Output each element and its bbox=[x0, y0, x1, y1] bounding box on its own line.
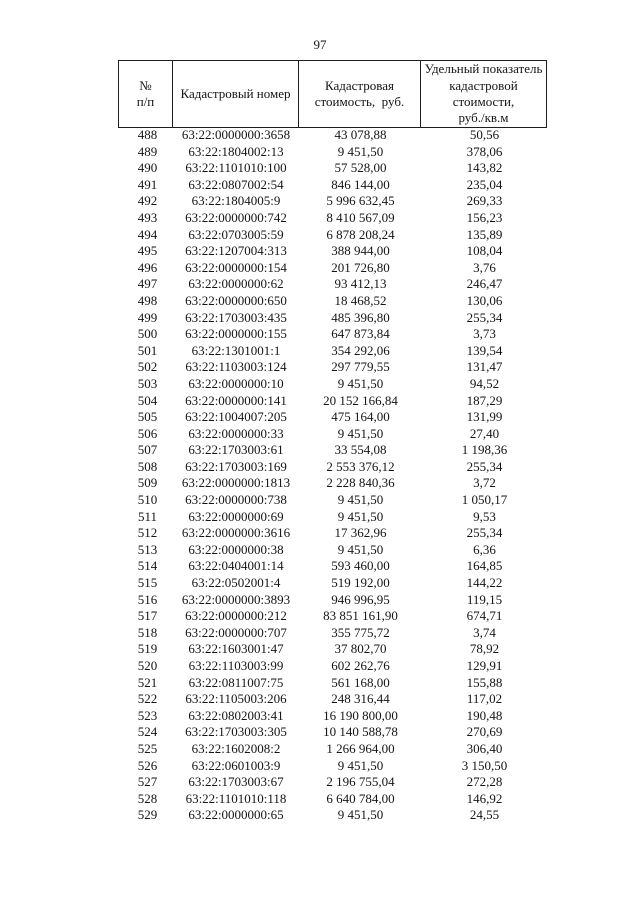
header-specific-value bbox=[421, 61, 546, 127]
cadastral-number-cell: 63:22:1602008:2 bbox=[191, 740, 281, 756]
cadastral-number-cell: 63:22:1703003:305 bbox=[185, 724, 287, 740]
row-number-cell: 522 bbox=[137, 691, 158, 707]
cadastral-value-cell: 485 396,80 bbox=[331, 309, 390, 325]
table-row bbox=[118, 426, 547, 443]
row-number-cell: 492 bbox=[137, 193, 158, 209]
table-row bbox=[118, 276, 547, 293]
cadastral-number-cell: 63:22:0000000:62 bbox=[188, 276, 284, 292]
cadastral-value-cell: 9 451,50 bbox=[337, 757, 384, 773]
row-number-cell: 489 bbox=[137, 143, 158, 159]
row-number-cell: 523 bbox=[137, 707, 158, 723]
cadastral-number-cell: 63:22:0000000:10 bbox=[188, 375, 284, 391]
cadastral-value-cell: 17 362,96 bbox=[334, 525, 387, 541]
row-number-cell: 507 bbox=[137, 442, 158, 458]
specific-value-cell: 255,34 bbox=[466, 458, 503, 474]
cadastral-value-cell: 9 451,50 bbox=[337, 492, 384, 508]
row-number-cell: 526 bbox=[137, 757, 158, 773]
cadastral-number-cell: 63:22:1004007:205 bbox=[185, 409, 287, 425]
row-number-cell: 500 bbox=[137, 326, 158, 342]
table-row bbox=[118, 475, 547, 492]
specific-value-cell: 131,47 bbox=[466, 359, 503, 375]
table-row bbox=[118, 542, 547, 559]
specific-value-cell: 3,73 bbox=[473, 326, 496, 342]
cadastral-value-cell: 593 460,00 bbox=[331, 558, 390, 574]
header-specific-value-line-1: Удельный показатель bbox=[424, 61, 543, 77]
cadastral-value-cell: 10 140 588,78 bbox=[323, 724, 398, 740]
table-row bbox=[118, 608, 547, 625]
specific-value-cell: 164,85 bbox=[466, 558, 503, 574]
cadastral-value-cell: 297 779,55 bbox=[331, 359, 390, 375]
row-number-cell: 503 bbox=[137, 375, 158, 391]
specific-value-cell: 135,89 bbox=[466, 226, 503, 242]
cadastral-number-cell: 63:22:0703005:59 bbox=[188, 226, 284, 242]
cadastral-number-cell: 63:22:0502001:4 bbox=[191, 575, 281, 591]
cadastral-number-cell: 63:22:0000000:738 bbox=[185, 492, 287, 508]
table-row bbox=[118, 393, 547, 410]
specific-value-cell: 139,54 bbox=[466, 342, 503, 358]
specific-value-cell: 235,04 bbox=[466, 176, 503, 192]
specific-value-cell: 3,76 bbox=[473, 259, 496, 275]
cadastral-number-cell: 63:22:0000000:707 bbox=[185, 624, 287, 640]
cadastral-value-cell: 33 554,08 bbox=[334, 442, 387, 458]
cadastral-number-cell: 63:22:0601003:9 bbox=[191, 757, 281, 773]
cadastral-value-cell: 37 802,70 bbox=[334, 641, 387, 657]
table-row bbox=[118, 791, 547, 808]
row-number-cell: 495 bbox=[137, 243, 158, 259]
specific-value-cell: 3,72 bbox=[473, 475, 496, 491]
table-row bbox=[118, 525, 547, 542]
table-row bbox=[118, 193, 547, 210]
cadastral-value-cell: 201 726,80 bbox=[331, 259, 390, 275]
cadastral-number-cell: 63:22:1207004:313 bbox=[185, 243, 287, 259]
cadastral-number-cell: 63:22:1301001:1 bbox=[191, 342, 281, 358]
header-specific-value-line-2: кадастровой bbox=[449, 77, 518, 93]
table-row bbox=[118, 293, 547, 310]
header-specific-value-line-3: стоимости, bbox=[452, 94, 515, 109]
cadastral-number-cell: 63:22:0000000:742 bbox=[185, 209, 287, 225]
table-row bbox=[118, 807, 547, 824]
row-number-cell: 494 bbox=[137, 226, 158, 242]
cadastral-value-cell: 354 292,06 bbox=[331, 342, 390, 358]
page-number: 97 bbox=[313, 37, 327, 52]
table-row bbox=[118, 691, 547, 708]
table-row bbox=[118, 376, 547, 393]
row-number-cell: 528 bbox=[137, 790, 158, 806]
table-row bbox=[118, 592, 547, 609]
cadastral-value-cell: 6 878 208,24 bbox=[326, 226, 395, 242]
table-row bbox=[118, 310, 547, 327]
cadastral-value-cell: 18 468,52 bbox=[334, 292, 387, 308]
row-number-cell: 524 bbox=[137, 724, 158, 740]
row-number-cell: 493 bbox=[137, 209, 158, 225]
cadastral-value-cell: 43 078,88 bbox=[334, 127, 387, 142]
cadastral-number-cell: 63:22:1101010:118 bbox=[185, 790, 287, 806]
cadastral-number-cell: 63:22:1703003:67 bbox=[188, 774, 284, 790]
table-row bbox=[118, 210, 547, 227]
cadastral-value-cell: 388 944,00 bbox=[331, 243, 390, 259]
cadastral-number-cell: 63:22:0807002:54 bbox=[188, 176, 284, 192]
cadastral-number-cell: 63:22:0000000:3658 bbox=[181, 127, 291, 142]
header-number-sign: № bbox=[139, 77, 152, 93]
cadastral-number-cell: 63:22:0000000:65 bbox=[188, 807, 284, 823]
specific-value-cell: 78,92 bbox=[469, 641, 500, 657]
cadastral-value-cell: 2 196 755,04 bbox=[326, 774, 395, 790]
header-cadastral-value-line-1: Кадастровая bbox=[325, 77, 394, 93]
specific-value-cell: 50,56 bbox=[469, 127, 500, 142]
cadastral-value-cell: 9 451,50 bbox=[337, 375, 384, 391]
table-row bbox=[118, 409, 547, 426]
cadastral-number-cell: 63:22:1703003:435 bbox=[185, 309, 287, 325]
specific-value-cell: 117,02 bbox=[466, 691, 503, 707]
cadastral-value-cell: 2 228 840,36 bbox=[326, 475, 395, 491]
header-cadastral-number-label: Кадастровый номер bbox=[180, 85, 291, 101]
table-row bbox=[118, 144, 547, 161]
table-row bbox=[118, 243, 547, 260]
cadastral-number-cell: 63:22:1103003:124 bbox=[185, 359, 287, 375]
cadastral-value-cell: 561 168,00 bbox=[331, 674, 390, 690]
table-header bbox=[118, 60, 547, 128]
cadastral-value-cell: 57 528,00 bbox=[334, 160, 387, 176]
cadastral-number-cell: 63:22:0000000:155 bbox=[185, 326, 287, 342]
specific-value-cell: 306,40 bbox=[466, 740, 503, 756]
cadastral-value-cell: 602 262,76 bbox=[331, 658, 390, 673]
table-row bbox=[118, 160, 547, 177]
header-row-number bbox=[119, 61, 173, 127]
header-cadastral-number bbox=[173, 61, 299, 127]
cadastral-value-cell: 16 190 800,00 bbox=[323, 707, 398, 723]
cadastral-value-cell: 946 996,95 bbox=[331, 591, 390, 607]
table-row bbox=[118, 741, 547, 758]
cadastral-value-cell: 9 451,50 bbox=[337, 807, 384, 823]
row-number-cell: 508 bbox=[137, 458, 158, 474]
table-row bbox=[118, 343, 547, 360]
specific-value-cell: 674,71 bbox=[466, 608, 503, 624]
header-cadastral-value bbox=[299, 61, 421, 127]
table-body bbox=[118, 127, 547, 824]
row-number-cell: 505 bbox=[137, 409, 158, 425]
specific-value-cell: 190,48 bbox=[466, 707, 503, 723]
table-row bbox=[118, 492, 547, 509]
cadastral-number-cell: 63:22:0000000:141 bbox=[185, 392, 287, 408]
specific-value-cell: 255,34 bbox=[466, 525, 503, 541]
cadastral-number-cell: 63:22:1103003:99 bbox=[188, 658, 284, 673]
table-row bbox=[118, 774, 547, 791]
specific-value-cell: 94,52 bbox=[469, 375, 500, 391]
specific-value-cell: 1 050,17 bbox=[461, 492, 508, 508]
row-number-cell: 501 bbox=[137, 342, 158, 358]
cadastral-value-cell: 9 451,50 bbox=[337, 143, 384, 159]
specific-value-cell: 3,74 bbox=[473, 624, 496, 640]
row-number-cell: 491 bbox=[137, 176, 158, 192]
row-number-cell: 490 bbox=[137, 160, 158, 176]
cadastral-value-cell: 1 266 964,00 bbox=[326, 740, 395, 756]
cadastral-number-cell: 63:22:1804002:13 bbox=[188, 143, 284, 159]
row-number-cell: 521 bbox=[137, 674, 158, 690]
table-row bbox=[118, 359, 547, 376]
row-number-cell: 525 bbox=[137, 740, 158, 756]
cadastral-number-cell: 63:22:1603001:47 bbox=[188, 641, 284, 657]
table-row bbox=[118, 575, 547, 592]
table-row bbox=[118, 724, 547, 741]
cadastral-number-cell: 63:22:0000000:3616 bbox=[181, 525, 291, 541]
row-number-cell: 510 bbox=[137, 492, 158, 508]
cadastral-value-cell: 9 451,50 bbox=[337, 541, 384, 557]
row-number-cell: 519 bbox=[137, 641, 158, 657]
cadastral-value-cell: 846 144,00 bbox=[331, 176, 390, 192]
specific-value-cell: 155,88 bbox=[466, 674, 503, 690]
table-row bbox=[118, 675, 547, 692]
row-number-cell: 520 bbox=[137, 658, 158, 673]
specific-value-cell: 27,40 bbox=[469, 425, 500, 441]
row-number-cell: 516 bbox=[137, 591, 158, 607]
specific-value-cell: 246,47 bbox=[466, 276, 503, 292]
specific-value-cell: 187,29 bbox=[466, 392, 503, 408]
specific-value-cell: 378,06 bbox=[466, 143, 503, 159]
row-number-cell: 499 bbox=[137, 309, 158, 325]
specific-value-cell: 24,55 bbox=[469, 807, 500, 823]
row-number-cell: 513 bbox=[137, 541, 158, 557]
cadastral-value-cell: 355 775,72 bbox=[331, 624, 390, 640]
specific-value-cell: 131,99 bbox=[466, 409, 503, 425]
cadastral-number-cell: 63:22:1105003:206 bbox=[185, 691, 287, 707]
row-number-cell: 529 bbox=[137, 807, 158, 823]
cadastral-number-cell: 63:22:0404001:14 bbox=[188, 558, 284, 574]
specific-value-cell: 156,23 bbox=[466, 209, 503, 225]
cadastral-number-cell: 63:22:0802003:41 bbox=[188, 707, 284, 723]
row-number-cell: 515 bbox=[137, 575, 158, 591]
cadastral-value-cell: 248 316,44 bbox=[331, 691, 390, 707]
specific-value-cell: 6,36 bbox=[473, 541, 496, 557]
specific-value-cell: 119,15 bbox=[466, 591, 503, 607]
specific-value-cell: 1 198,36 bbox=[461, 442, 508, 458]
cadastral-value-cell: 83 851 161,90 bbox=[323, 608, 398, 624]
specific-value-cell: 255,34 bbox=[466, 309, 503, 325]
cadastral-value-cell: 20 152 166,84 bbox=[323, 392, 398, 408]
table-row bbox=[118, 442, 547, 459]
row-number-cell: 498 bbox=[137, 292, 158, 308]
row-number-cell: 509 bbox=[137, 475, 158, 491]
cadastral-number-cell: 63:22:0000000:38 bbox=[188, 541, 284, 557]
row-number-cell: 502 bbox=[137, 359, 158, 375]
table-row bbox=[118, 708, 547, 725]
specific-value-cell: 270,69 bbox=[466, 724, 503, 740]
row-number-cell: 496 bbox=[137, 259, 158, 275]
table-row bbox=[118, 509, 547, 526]
table-row bbox=[118, 177, 547, 194]
row-number-cell: 506 bbox=[137, 425, 158, 441]
table-row bbox=[118, 558, 547, 575]
cadastral-value-cell: 93 412,13 bbox=[334, 276, 387, 292]
specific-value-cell: 269,33 bbox=[466, 193, 503, 209]
table-row bbox=[118, 459, 547, 476]
specific-value-cell: 144,22 bbox=[466, 575, 503, 591]
header-specific-value-line-4: руб./кв.м bbox=[458, 110, 509, 126]
specific-value-cell: 129,91 bbox=[466, 658, 503, 673]
table-row bbox=[118, 326, 547, 343]
cadastral-value-cell: 8 410 567,09 bbox=[326, 209, 395, 225]
row-number-cell: 511 bbox=[137, 508, 158, 524]
cadastral-number-cell: 63:22:1703003:61 bbox=[188, 442, 284, 458]
row-number-cell: 518 bbox=[137, 624, 158, 640]
cadastral-value-cell: 5 996 632,45 bbox=[326, 193, 395, 209]
table-row bbox=[118, 658, 547, 675]
row-number-cell: 527 bbox=[137, 774, 158, 790]
table-row bbox=[118, 227, 547, 244]
specific-value-cell: 143,82 bbox=[466, 160, 503, 176]
specific-value-cell: 146,92 bbox=[466, 790, 503, 806]
row-number-cell: 514 bbox=[137, 558, 158, 574]
row-number-cell: 504 bbox=[137, 392, 158, 408]
cadastral-number-cell: 63:22:0000000:3893 bbox=[181, 591, 291, 607]
row-number-cell: 497 bbox=[137, 276, 158, 292]
cadastral-value-cell: 475 164,00 bbox=[331, 409, 390, 425]
header-number-abbr: п/п bbox=[136, 94, 155, 109]
specific-value-cell: 108,04 bbox=[466, 243, 503, 259]
cadastral-value-cell: 9 451,50 bbox=[337, 425, 384, 441]
cadastral-value-cell: 6 640 784,00 bbox=[326, 790, 395, 806]
cadastral-number-cell: 63:22:0000000:650 bbox=[185, 292, 287, 308]
cadastral-value-cell: 519 192,00 bbox=[331, 575, 390, 591]
cadastral-value-cell: 9 451,50 bbox=[337, 508, 384, 524]
cadastral-number-cell: 63:22:0000000:69 bbox=[188, 508, 284, 524]
table-row bbox=[118, 758, 547, 775]
cadastral-number-cell: 63:22:0000000:33 bbox=[188, 425, 284, 441]
table-row bbox=[118, 625, 547, 642]
specific-value-cell: 3 150,50 bbox=[461, 757, 508, 773]
row-number-cell: 517 bbox=[137, 608, 158, 624]
cadastral-number-cell: 63:22:0000000:212 bbox=[185, 608, 287, 624]
cadastral-number-cell: 63:22:0000000:1813 bbox=[181, 475, 291, 491]
table-row bbox=[118, 641, 547, 658]
header-cadastral-value-line-2: стоимость, руб. bbox=[314, 94, 405, 109]
table-row bbox=[118, 127, 547, 144]
table-row bbox=[118, 260, 547, 277]
cadastral-number-cell: 63:22:1804005:9 bbox=[191, 193, 281, 209]
row-number-cell: 512 bbox=[137, 525, 158, 541]
cadastral-number-cell: 63:22:1703003:169 bbox=[185, 458, 287, 474]
specific-value-cell: 9,53 bbox=[473, 508, 496, 524]
specific-value-cell: 130,06 bbox=[466, 292, 503, 308]
cadastral-number-cell: 63:22:1101010:100 bbox=[185, 160, 287, 176]
cadastral-value-cell: 647 873,84 bbox=[331, 326, 390, 342]
cadastral-number-cell: 63:22:0811007:75 bbox=[188, 674, 284, 690]
specific-value-cell: 272,28 bbox=[466, 774, 503, 790]
row-number-cell: 488 bbox=[137, 127, 158, 142]
cadastral-number-cell: 63:22:0000000:154 bbox=[185, 259, 287, 275]
cadastral-value-cell: 2 553 376,12 bbox=[326, 458, 395, 474]
